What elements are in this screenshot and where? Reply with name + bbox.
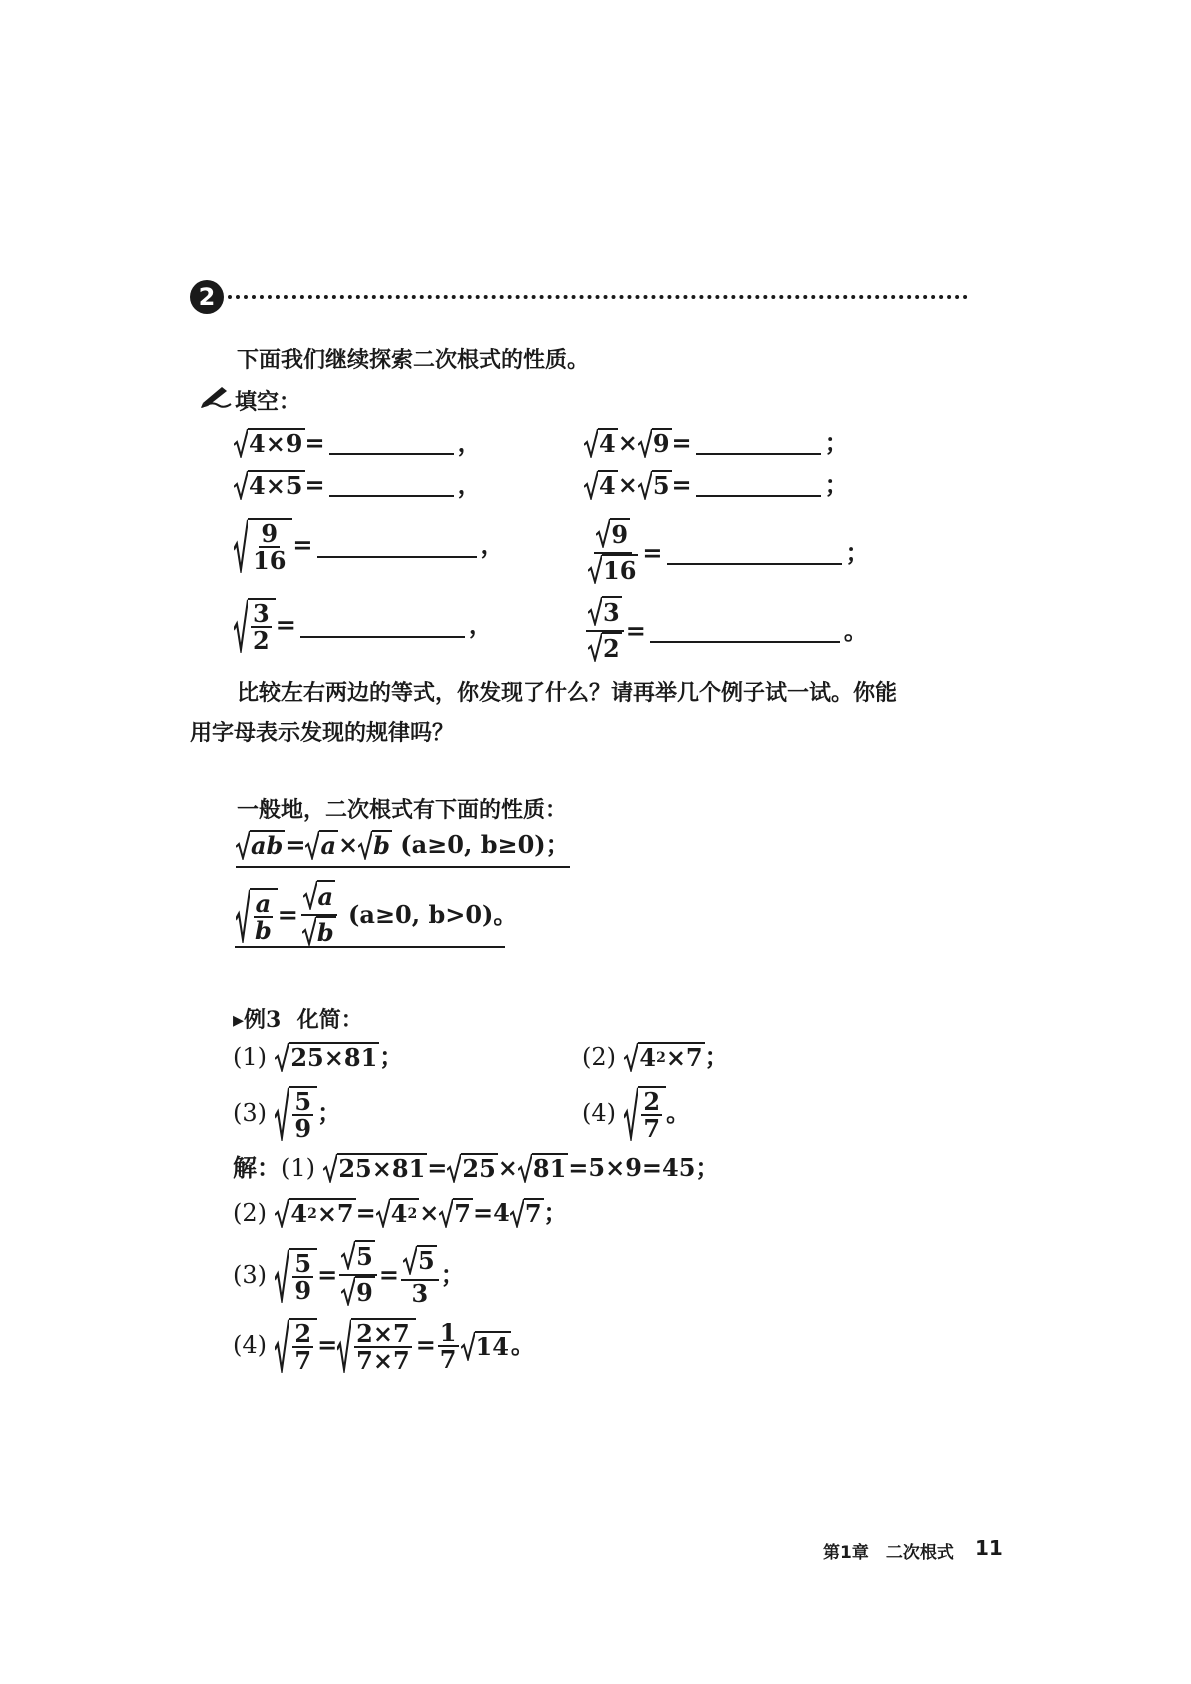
eq-sqrt4-times-sqrt9: 4 × 9 = ； [584,428,849,462]
solution-label: 解： [233,1152,281,1182]
eq-sqrt3-over-sqrt2: $\frac{3}{2}$ = 。 [584,596,868,666]
example-number: ▸例3 [233,1007,282,1033]
example-title: 化简： [296,1007,363,1033]
property-1: ab = a × b (a≥0, b≥0)； [236,830,570,868]
example-label [233,1003,363,1034]
section-number-badge: 2 [190,280,224,314]
example-item-2: (2) 4 2 ×7 ； [582,1041,729,1073]
property-underline [235,946,505,948]
eq-sqrt-9-over-16: $\frac{9}{16}$ = ， [234,518,505,577]
page-number: 11 [975,1536,1003,1560]
eq-sqrt-4x9: 4×9 = ， [234,428,482,462]
compare-text-line1: 比较左右两边的等式，你发现了什么？请再举几个例子试一试。你能 [237,680,898,706]
property-intro: 一般地，二次根式有下面的性质： [237,797,568,823]
section-dotted-rule [228,295,968,299]
solution-3: (3) $\frac{5}{9}$ = $\frac{5}{9}$ = $\frac{5}{3}$ ； [233,1241,465,1308]
property-2-condition: (a≥0, b>0)。 [348,899,518,929]
eq-sqrt9-over-sqrt16: $\frac{9}{16}$ = ； [584,518,870,588]
eq-sqrt4-times-sqrt5: 4 × 5 = ； [584,470,849,504]
intro-text: 下面我们继续探索二次根式的性质。 [237,347,590,373]
example-item-4: (4) $\frac{2}{7}$ 。 [582,1087,691,1144]
property-2: $\frac{a}{b}$ = $\frac{a}{b}$ (a≥0, b>0)。 [236,880,517,950]
footer-chapter: 第1章 二次根式 [823,1543,954,1563]
solution-2: (2) 4 2 ×7 = 4 2 × 7 =4 7 ； [233,1197,568,1229]
solution-1: 解： (1) 25×81 = 25 × 81 =5×9=45； [233,1152,720,1184]
fill-label: 填空： [235,389,302,415]
example-item-3: (3) $\frac{5}{9}$ ； [233,1087,342,1144]
solution-4: (4) $\frac{2}{7}$ = $\frac{2\times 7}{7\times 7}$ = $\frac{1}{7}$ 14 。 [233,1317,535,1376]
property-1-condition: (a≥0, b≥0)； [400,829,570,859]
example-item-1: (1) 25×81 ； [233,1041,404,1073]
eq-sqrt-4x5: 4×5 = ， [234,470,482,504]
eq-sqrt-3-over-2: $\frac{3}{2}$ = ， [234,598,493,657]
pencil-icon [200,383,232,413]
compare-text-line2: 用字母表示发现的规律吗？ [190,720,455,746]
